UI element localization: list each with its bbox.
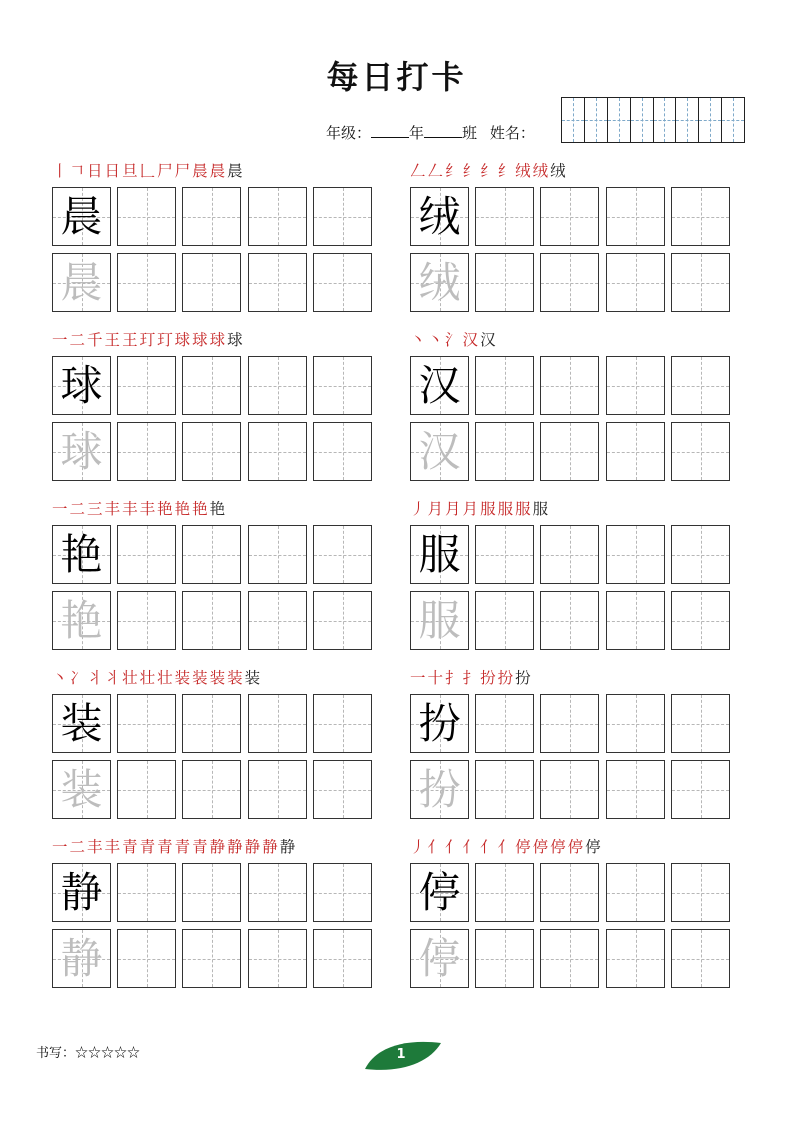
trace-char-cell — [410, 591, 469, 650]
practice-cell[interactable] — [117, 187, 176, 246]
name-box[interactable] — [654, 98, 677, 142]
model-row — [410, 356, 732, 415]
stroke-step: 丰 — [122, 500, 138, 518]
model-char-cell — [52, 863, 111, 922]
practice-cell[interactable] — [248, 929, 307, 988]
model-row — [52, 863, 374, 922]
practice-cell[interactable] — [475, 760, 534, 819]
practice-cell[interactable] — [540, 187, 599, 246]
practice-cell[interactable] — [606, 422, 665, 481]
page-title: 每日打卡 — [326, 58, 467, 96]
stroke-step: 冫 — [69, 669, 86, 687]
practice-cell[interactable] — [671, 422, 730, 481]
practice-cell[interactable] — [671, 525, 730, 584]
trace-row — [410, 253, 732, 312]
practice-cell[interactable] — [475, 525, 534, 584]
practice-cell[interactable] — [117, 929, 176, 988]
stroke-step: 汉 — [462, 331, 479, 349]
stroke-order — [52, 329, 245, 351]
stroke-step: 装 — [192, 669, 208, 687]
character-section — [52, 667, 374, 822]
stroke-step: 壮 — [139, 669, 156, 687]
stroke-step: 扮 — [497, 669, 514, 687]
stroke-step: 日 — [104, 162, 121, 180]
stroke-step: 扮 — [515, 669, 531, 687]
practice-cell[interactable] — [606, 863, 665, 922]
trace-char-cell — [410, 929, 469, 988]
practice-cell[interactable] — [313, 929, 372, 988]
stroke-step: 二 — [69, 331, 86, 349]
stroke-step: 静 — [279, 838, 296, 856]
practice-cell[interactable] — [248, 863, 307, 922]
stroke-order — [410, 836, 603, 858]
practice-cell[interactable] — [475, 422, 534, 481]
stroke-step: 停 — [567, 838, 584, 856]
stroke-step: 青 — [174, 838, 191, 856]
stroke-step: 装 — [174, 669, 191, 687]
stroke-step: 𠃍 — [69, 162, 86, 180]
practice-cell[interactable] — [540, 253, 599, 312]
practice-cell[interactable] — [606, 356, 665, 415]
stroke-step: 装 — [227, 669, 243, 687]
stroke-step: 尸 — [157, 162, 173, 180]
stroke-step: 丶 — [410, 331, 426, 349]
model-character: 装 — [60, 699, 103, 748]
practice-cell[interactable] — [182, 694, 241, 753]
trace-row — [410, 591, 732, 650]
model-char-cell — [410, 525, 469, 584]
stroke-order — [52, 836, 297, 858]
practice-cell[interactable] — [313, 422, 372, 481]
trace-row — [410, 929, 732, 988]
model-row — [52, 525, 374, 584]
stroke-step: 晨 — [192, 162, 208, 180]
practice-cell[interactable] — [475, 694, 534, 753]
stroke-step: 停 — [532, 838, 549, 856]
model-character: 停 — [418, 868, 461, 917]
practice-cell[interactable] — [248, 591, 307, 650]
class-blank[interactable] — [424, 124, 462, 138]
stroke-step: 球 — [209, 331, 226, 349]
model-character: 晨 — [60, 192, 103, 241]
name-label: 姓名： — [489, 124, 535, 142]
stroke-step: 𠃋 — [410, 162, 426, 180]
stroke-step: 静 — [227, 838, 243, 856]
year-suffix: 年 — [409, 124, 425, 142]
stroke-step: 王 — [122, 331, 138, 349]
trace-row — [52, 760, 374, 819]
practice-cell[interactable] — [313, 863, 372, 922]
stroke-step: 丶 — [52, 669, 68, 687]
name-box[interactable] — [608, 98, 631, 142]
stroke-step: 青 — [192, 838, 208, 856]
model-char-cell — [410, 356, 469, 415]
trace-character: 服 — [418, 596, 461, 645]
practice-cell[interactable] — [475, 863, 534, 922]
trace-row — [52, 253, 374, 312]
practice-cell[interactable] — [671, 253, 730, 312]
stroke-step: 一 — [52, 500, 68, 518]
model-row — [52, 187, 374, 246]
name-box[interactable] — [699, 98, 722, 142]
grade-blank[interactable] — [371, 124, 409, 138]
stroke-step: 二 — [69, 500, 86, 518]
practice-cell[interactable] — [540, 356, 599, 415]
name-box[interactable] — [676, 98, 699, 142]
stroke-step: 丬 — [87, 669, 103, 687]
practice-cell[interactable] — [540, 591, 599, 650]
stroke-step: 二 — [69, 838, 86, 856]
stroke-step: 玎 — [139, 331, 156, 349]
stroke-order — [52, 667, 262, 689]
stroke-step: 球 — [174, 331, 191, 349]
stroke-step: 扌 — [445, 669, 461, 687]
name-box[interactable] — [585, 98, 608, 142]
stroke-step: 停 — [585, 838, 601, 856]
practice-cell[interactable] — [182, 929, 241, 988]
stroke-step: 十 — [427, 669, 444, 687]
character-section — [410, 160, 732, 315]
practice-cell[interactable] — [606, 694, 665, 753]
stroke-step: 亻 — [462, 838, 479, 856]
model-row — [52, 694, 374, 753]
practice-cell[interactable] — [182, 591, 241, 650]
stroke-order — [410, 160, 568, 182]
stroke-step: 静 — [209, 838, 226, 856]
stroke-step: 丿 — [410, 500, 426, 518]
stroke-step: 月 — [445, 500, 461, 518]
stroke-step: 扌 — [462, 669, 479, 687]
stroke-step: 汉 — [480, 331, 496, 349]
class-suffix: 班 — [462, 124, 478, 142]
practice-cell[interactable] — [475, 929, 534, 988]
model-row — [410, 694, 732, 753]
model-character: 汉 — [418, 361, 461, 410]
stroke-step: 纟 — [480, 162, 496, 180]
trace-character: 球 — [60, 427, 103, 476]
practice-cell[interactable] — [117, 422, 176, 481]
model-char-cell — [52, 525, 111, 584]
trace-character: 汉 — [418, 427, 461, 476]
model-row — [410, 187, 732, 246]
grade-label: 年级： — [326, 124, 372, 142]
practice-cell[interactable] — [117, 863, 176, 922]
stroke-step: 丰 — [139, 500, 156, 518]
practice-cell[interactable] — [606, 929, 665, 988]
stroke-step: 艳 — [174, 500, 191, 518]
character-section — [52, 498, 374, 653]
stroke-step: 一 — [52, 838, 68, 856]
stroke-step: 青 — [157, 838, 173, 856]
stroke-step: 丨 — [52, 162, 68, 180]
practice-cell[interactable] — [117, 760, 176, 819]
stroke-step: 月 — [427, 500, 444, 518]
stroke-step: 扮 — [480, 669, 496, 687]
trace-character: 扮 — [418, 765, 461, 814]
character-section — [410, 498, 732, 653]
practice-cell[interactable] — [606, 760, 665, 819]
trace-char-cell — [52, 253, 111, 312]
model-char-cell — [52, 694, 111, 753]
practice-cell[interactable] — [182, 187, 241, 246]
practice-cell[interactable] — [313, 356, 372, 415]
trace-char-cell — [52, 591, 111, 650]
stroke-step: 亻 — [427, 838, 444, 856]
trace-character: 艳 — [60, 596, 103, 645]
stroke-step: 旦 — [122, 162, 138, 180]
trace-row — [52, 929, 374, 988]
model-row — [52, 356, 374, 415]
stroke-step: 纟 — [445, 162, 461, 180]
stroke-step: 装 — [209, 669, 226, 687]
model-row — [410, 863, 732, 922]
stroke-step: 亻 — [497, 838, 514, 856]
character-section — [410, 836, 732, 991]
trace-char-cell — [52, 760, 111, 819]
stroke-step: 玎 — [157, 331, 173, 349]
stroke-step: 纟 — [462, 162, 479, 180]
model-char-cell — [410, 187, 469, 246]
trace-char-cell — [52, 929, 111, 988]
trace-character: 晨 — [60, 258, 103, 307]
model-character: 绒 — [418, 192, 461, 241]
practice-cell[interactable] — [540, 760, 599, 819]
stroke-order — [52, 498, 227, 520]
practice-cell[interactable] — [540, 422, 599, 481]
stroke-step: 艳 — [157, 500, 173, 518]
practice-cell[interactable] — [313, 760, 372, 819]
model-character: 静 — [60, 868, 103, 917]
stroke-step: 𠃊 — [139, 162, 156, 180]
practice-cell[interactable] — [182, 525, 241, 584]
practice-cell[interactable] — [671, 694, 730, 753]
stroke-step: 王 — [104, 331, 121, 349]
practice-cell[interactable] — [248, 760, 307, 819]
practice-cell[interactable] — [313, 253, 372, 312]
character-section — [410, 667, 732, 822]
model-character: 服 — [418, 530, 461, 579]
practice-cell[interactable] — [475, 356, 534, 415]
character-section — [410, 329, 732, 484]
model-char-cell — [52, 356, 111, 415]
stroke-step: 停 — [515, 838, 531, 856]
practice-cell[interactable] — [182, 356, 241, 415]
practice-cell[interactable] — [117, 356, 176, 415]
stroke-order — [410, 329, 498, 351]
trace-char-cell — [410, 760, 469, 819]
model-character: 球 — [60, 361, 103, 410]
practice-cell[interactable] — [248, 253, 307, 312]
stroke-step: 丶 — [427, 331, 444, 349]
stroke-step: 晨 — [227, 162, 243, 180]
stroke-step: 青 — [139, 838, 156, 856]
name-box[interactable] — [562, 98, 585, 142]
practice-cell[interactable] — [182, 253, 241, 312]
practice-cell[interactable] — [606, 187, 665, 246]
practice-cell[interactable] — [540, 929, 599, 988]
practice-cell[interactable] — [540, 863, 599, 922]
trace-character: 装 — [60, 765, 103, 814]
name-box[interactable] — [631, 98, 654, 142]
stroke-step: 静 — [244, 838, 261, 856]
stroke-order — [410, 667, 533, 689]
model-char-cell — [410, 863, 469, 922]
trace-row — [52, 591, 374, 650]
practice-cell[interactable] — [248, 356, 307, 415]
stroke-step: 绒 — [532, 162, 549, 180]
name-box[interactable] — [722, 98, 744, 142]
practice-cell[interactable] — [475, 187, 534, 246]
practice-cell[interactable] — [606, 525, 665, 584]
practice-cell[interactable] — [313, 591, 372, 650]
trace-character: 绒 — [418, 258, 461, 307]
stroke-step: 静 — [262, 838, 278, 856]
model-char-cell — [52, 187, 111, 246]
practice-cell[interactable] — [182, 863, 241, 922]
stroke-step: 三 — [87, 500, 103, 518]
trace-row — [410, 760, 732, 819]
stroke-step: 一 — [52, 331, 68, 349]
practice-cell[interactable] — [248, 422, 307, 481]
stroke-step: 日 — [87, 162, 103, 180]
writing-rating: 书写：☆☆☆☆☆ — [36, 1046, 141, 1061]
practice-cell[interactable] — [671, 929, 730, 988]
practice-cell[interactable] — [182, 422, 241, 481]
practice-cell[interactable] — [248, 694, 307, 753]
practice-cell[interactable] — [248, 187, 307, 246]
practice-cell[interactable] — [540, 694, 599, 753]
practice-cell[interactable] — [671, 863, 730, 922]
trace-char-cell — [52, 422, 111, 481]
stroke-step: 球 — [227, 331, 243, 349]
practice-cell[interactable] — [117, 253, 176, 312]
student-info-line — [326, 122, 535, 143]
practice-cell[interactable] — [475, 253, 534, 312]
stroke-order — [410, 498, 550, 520]
practice-cell[interactable] — [313, 694, 372, 753]
stroke-step: 服 — [515, 500, 531, 518]
page-number: 1 — [396, 1047, 406, 1062]
stroke-order — [52, 160, 245, 182]
stroke-step: 丿 — [410, 838, 426, 856]
practice-cell[interactable] — [182, 760, 241, 819]
trace-row — [52, 422, 374, 481]
stroke-step: 纟 — [497, 162, 514, 180]
character-section — [52, 329, 374, 484]
stroke-step: 停 — [550, 838, 566, 856]
model-row — [410, 525, 732, 584]
stroke-step: 尸 — [174, 162, 191, 180]
stroke-step: 壮 — [122, 669, 138, 687]
practice-cell[interactable] — [313, 525, 372, 584]
model-character: 艳 — [60, 530, 103, 579]
stroke-step: 服 — [497, 500, 514, 518]
stroke-step: 丰 — [87, 838, 103, 856]
stroke-step: 亻 — [480, 838, 496, 856]
stroke-step: 服 — [532, 500, 549, 518]
practice-cell[interactable] — [313, 187, 372, 246]
character-section — [52, 836, 374, 991]
stroke-step: 氵 — [445, 331, 461, 349]
stroke-step: 壮 — [157, 669, 173, 687]
stroke-step: 丰 — [104, 838, 121, 856]
stroke-step: 丰 — [104, 500, 121, 518]
stroke-step: 服 — [480, 500, 496, 518]
stroke-step: 丬 — [104, 669, 121, 687]
stroke-step: 绒 — [550, 162, 566, 180]
character-section — [52, 160, 374, 315]
practice-cell[interactable] — [671, 356, 730, 415]
stroke-step: 绒 — [515, 162, 531, 180]
stroke-step: 艳 — [209, 500, 226, 518]
trace-char-cell — [410, 422, 469, 481]
practice-cell[interactable] — [117, 525, 176, 584]
stroke-step: 𠃋 — [427, 162, 444, 180]
stroke-step: 晨 — [209, 162, 226, 180]
trace-character: 静 — [60, 934, 103, 983]
practice-cell[interactable] — [540, 525, 599, 584]
practice-cell[interactable] — [671, 591, 730, 650]
stroke-step: 青 — [122, 838, 138, 856]
practice-cell[interactable] — [671, 187, 730, 246]
stroke-step: 月 — [462, 500, 479, 518]
practice-cell[interactable] — [606, 253, 665, 312]
practice-cell[interactable] — [248, 525, 307, 584]
model-character: 扮 — [418, 699, 461, 748]
stroke-step: 一 — [410, 669, 426, 687]
stroke-step: 装 — [244, 669, 261, 687]
trace-character: 停 — [418, 934, 461, 983]
stroke-step: 球 — [192, 331, 208, 349]
practice-cell[interactable] — [671, 760, 730, 819]
trace-row — [410, 422, 732, 481]
practice-cell[interactable] — [475, 591, 534, 650]
practice-cell[interactable] — [117, 694, 176, 753]
model-char-cell — [410, 694, 469, 753]
name-boxes[interactable] — [561, 97, 745, 143]
stroke-step: 千 — [87, 331, 103, 349]
trace-char-cell — [410, 253, 469, 312]
stroke-step: 亻 — [445, 838, 461, 856]
practice-cell[interactable] — [606, 591, 665, 650]
practice-cell[interactable] — [117, 591, 176, 650]
stroke-step: 艳 — [192, 500, 208, 518]
